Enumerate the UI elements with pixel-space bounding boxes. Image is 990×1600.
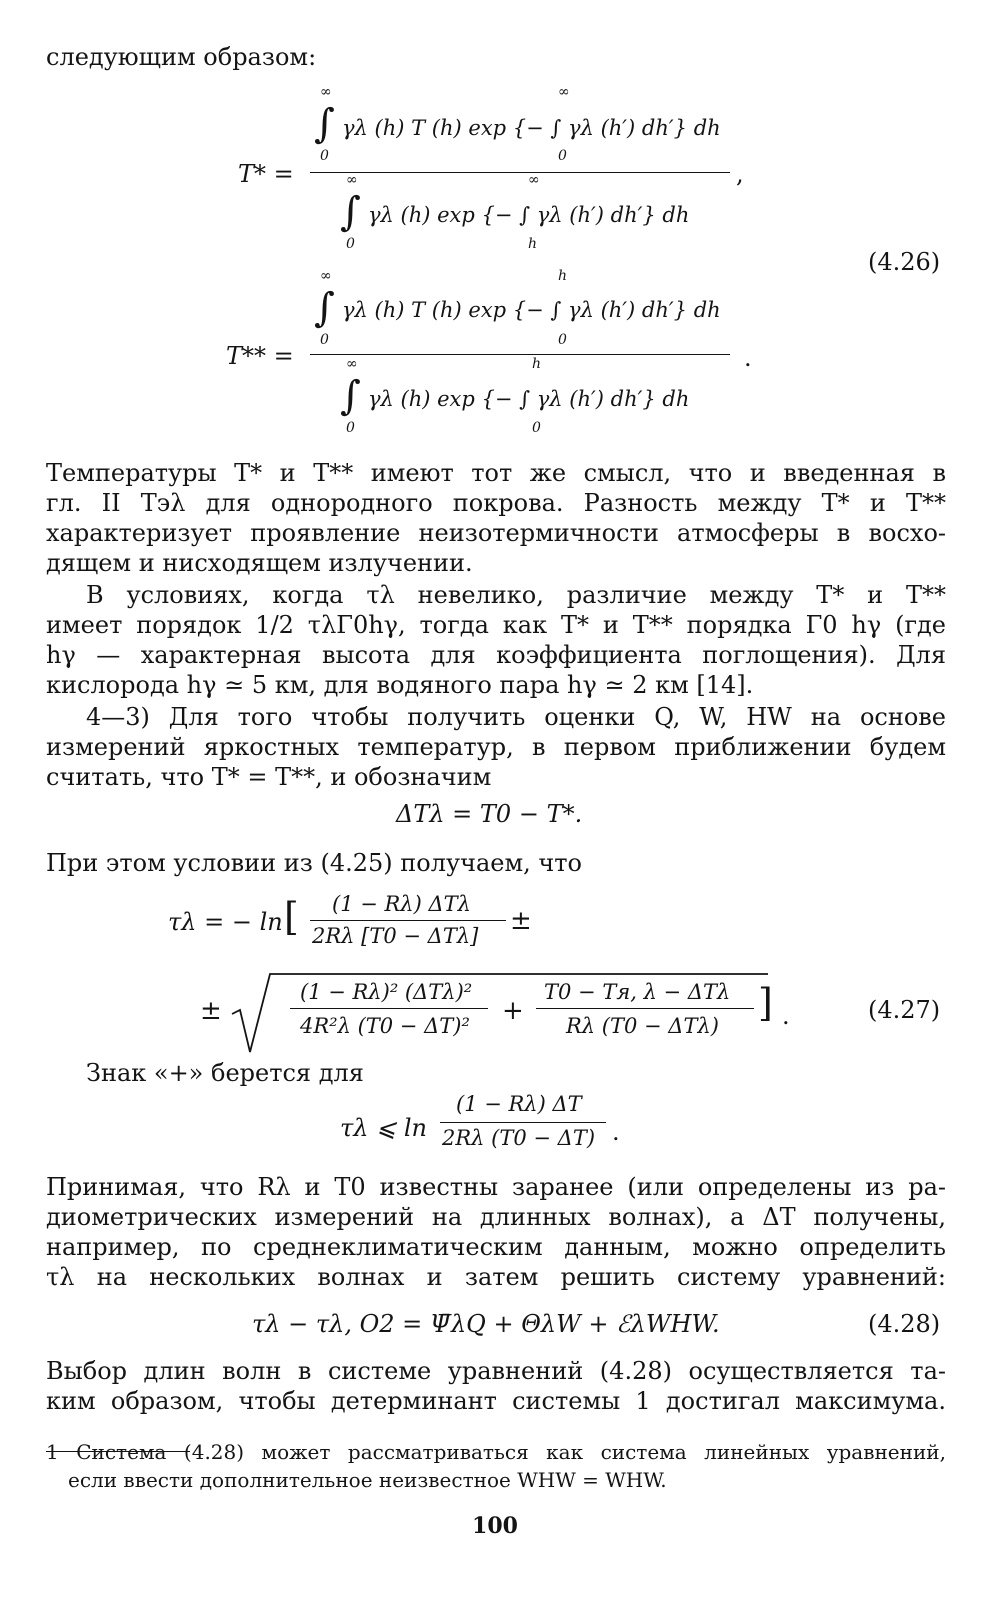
ineq-numerator: (1 − Rλ) ΔT xyxy=(456,1092,582,1116)
paragraph-line: характеризует проявление неизотермичности атмосферы в восхо- xyxy=(46,519,946,547)
tstar-fraction-bar xyxy=(310,172,730,173)
equation-number-4-28: (4.28) xyxy=(868,1310,941,1338)
integral-sign: ∫ xyxy=(314,285,335,331)
condition-line: При этом условии из (4.25) получаем, что xyxy=(46,849,582,877)
right-bracket: ] xyxy=(758,981,773,1025)
tstar-denominator: γλ (h) exp {− ∫ γλ (h′) dh′} dh xyxy=(368,203,690,227)
intro-line: следующим образом: xyxy=(46,43,317,71)
left-bracket: [ xyxy=(284,895,299,939)
period: . xyxy=(612,1118,620,1146)
paragraph-line: считать, что T* = T**, и обозначим xyxy=(46,763,492,791)
tstar-numerator: γλ (h) T (h) exp {− ∫ γλ (h′) dh′} dh xyxy=(342,116,721,140)
integral-sign: ∫ xyxy=(340,189,361,235)
int-lower-limit: 0 xyxy=(346,236,355,252)
paragraph-line: измерений яркостных температур, в первом приближении будем xyxy=(46,733,946,761)
equation-number-4-27: (4.27) xyxy=(868,996,941,1024)
inner-upper-limit: ∞ xyxy=(528,172,540,188)
tstarstar-denominator: γλ (h) exp {− ∫ γλ (h′) dh′} dh xyxy=(368,387,690,411)
paragraph-line: например, по среднеклиматическим данным, можно определить xyxy=(46,1233,946,1261)
integral-sign: ∫ xyxy=(340,373,361,419)
inner-upper-limit: ∞ xyxy=(558,84,570,100)
period: . xyxy=(782,1002,790,1030)
f1-denominator: 2Rλ [T0 − ΔTλ] xyxy=(312,924,479,948)
int-upper-limit: ∞ xyxy=(346,172,358,188)
paragraph-line: τλ на нескольких волнах и затем решить систему уравнений: xyxy=(46,1263,946,1291)
tstarstar-fraction-bar xyxy=(310,354,730,355)
inner-upper-limit: h xyxy=(532,356,542,372)
paragraph-line: диометрических измерений на длинных волнах), а ΔT получены, xyxy=(46,1203,946,1231)
fraction-bar xyxy=(290,1008,488,1009)
sqrt-numerator-2: T0 − Tя, λ − ΔTλ xyxy=(544,980,731,1004)
sqrt-denominator-1: 4R²λ (T0 − ΔT)² xyxy=(300,1014,470,1038)
paragraph-line: В условиях, когда τλ невелико, различие между T* и T** xyxy=(86,581,946,609)
tstarstar-lhs: T** = xyxy=(226,342,294,370)
ineq-denominator: 2Rλ (T0 − ΔT) xyxy=(442,1126,596,1150)
int-upper-limit: ∞ xyxy=(346,356,358,372)
paragraph-line: дящем и нисходящем излучении. xyxy=(46,549,473,577)
tstar-lhs: T* = xyxy=(238,160,294,188)
tau-lhs: τλ = − ln xyxy=(168,908,283,936)
ineq-lhs: τλ ⩽ ln xyxy=(340,1114,427,1142)
int-upper-limit: ∞ xyxy=(320,84,332,100)
fraction-bar xyxy=(310,920,506,921)
paragraph-line: ким образом, чтобы детерминант системы 1 достигал максимума. xyxy=(46,1387,946,1415)
sqrt-denominator-2: Rλ (T0 − ΔTλ) xyxy=(566,1014,719,1038)
equation-delta-t: ΔTλ = T0 − T*. xyxy=(396,800,583,828)
int-upper-limit: ∞ xyxy=(320,268,332,284)
paragraph-line: 4—3) Для того чтобы получить оценки Q, W, HW на основе xyxy=(86,703,946,731)
paragraph-line: Температуры T* и T** имеют тот же смысл, что и введенная в xyxy=(46,459,946,487)
inner-lower-limit: 0 xyxy=(558,332,567,348)
paragraph-line: имеет порядок 1/2 τλΓ0hγ, тогда как T* и T** порядка Γ0 hγ (где xyxy=(46,611,946,639)
paragraph-line: кислорода hγ ≃ 5 км, для водяного пара hγ ≃ 2 км [14]. xyxy=(46,671,754,699)
integral-sign: ∫ xyxy=(314,101,335,147)
plus-minus: ± xyxy=(200,996,222,1026)
page-number: 100 xyxy=(472,1513,518,1539)
paragraph-line: гл. II Tэλ для однородного покрова. Разность между T* и T** xyxy=(46,489,946,517)
equation-number-4-26: (4.26) xyxy=(868,248,941,276)
sqrt-numerator-1: (1 − Rλ)² (ΔTλ)² xyxy=(300,980,473,1004)
sign-line: Знак «+» берется для xyxy=(86,1059,364,1087)
plus-sign: + xyxy=(502,996,524,1026)
footnote-line: если ввести дополнительное неизвестное WHW = WHW. xyxy=(68,1468,667,1492)
inner-lower-limit: 0 xyxy=(558,148,567,164)
int-lower-limit: 0 xyxy=(320,332,329,348)
paragraph-line: Принимая, что Rλ и T0 известны заранее (или определены из ра- xyxy=(46,1173,946,1201)
inner-lower-limit: 0 xyxy=(532,420,541,436)
f1-numerator: (1 − Rλ) ΔTλ xyxy=(332,892,471,916)
inner-upper-limit: h xyxy=(558,268,568,284)
int-lower-limit: 0 xyxy=(346,420,355,436)
int-lower-limit: 0 xyxy=(320,148,329,164)
paragraph-line: Выбор длин волн в системе уравнений (4.28) осуществляется та- xyxy=(46,1357,946,1385)
inner-lower-limit: h xyxy=(528,236,538,252)
plus-minus: ± xyxy=(510,906,532,936)
period: . xyxy=(744,344,752,372)
comma: , xyxy=(736,160,744,188)
equation-4-28: τλ − τλ, O2 = Ψ̄λQ + ΘλW + ℰλWHW. xyxy=(252,1310,720,1338)
fraction-bar xyxy=(536,1008,754,1009)
fraction-bar xyxy=(440,1122,606,1123)
footnote-line: 1 Система (4.28) может рассматриваться как система линейных уравнений, xyxy=(46,1440,946,1464)
tstarstar-numerator: γλ (h) T (h) exp {− ∫ γλ (h′) dh′} dh xyxy=(342,298,721,322)
paragraph-line: hγ — характерная высота для коэффициента поглощения). Для xyxy=(46,641,946,669)
